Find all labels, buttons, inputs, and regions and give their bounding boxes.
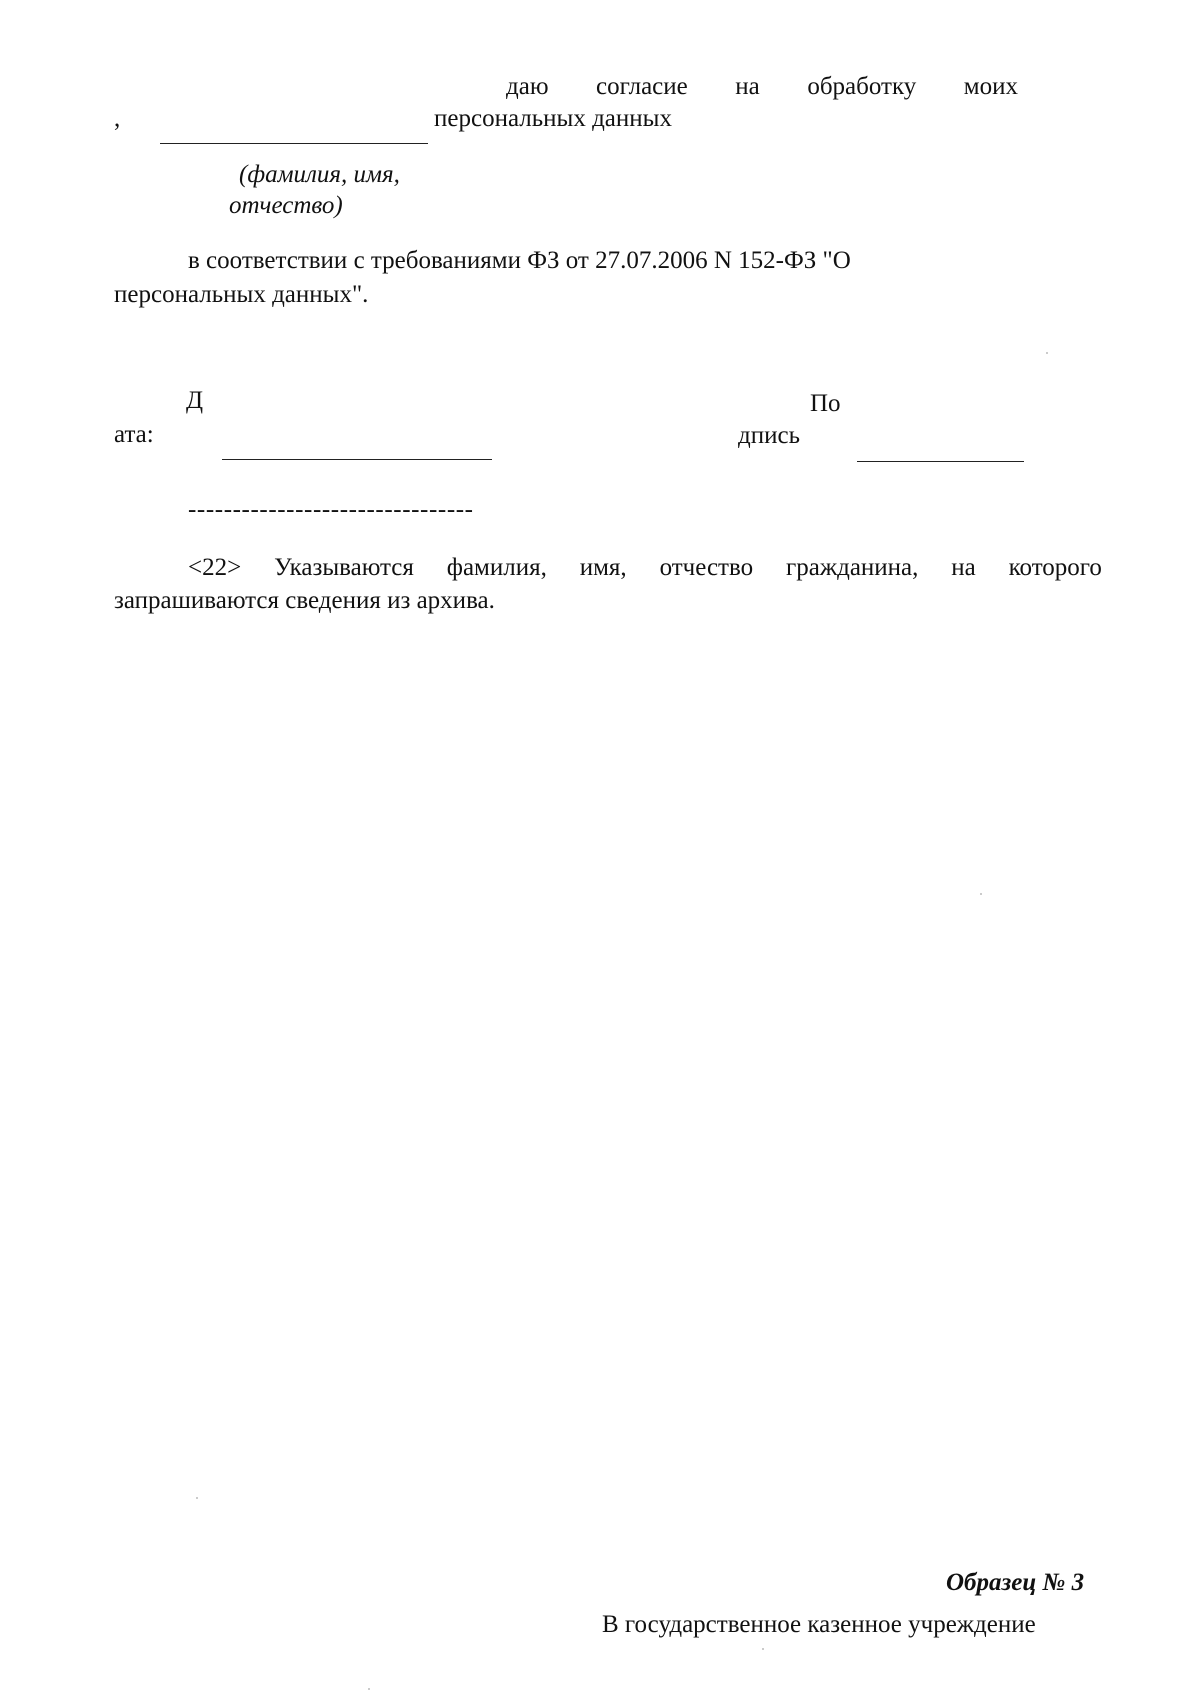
- scan-speck: [1046, 352, 1048, 354]
- footnote-word-6: гражданина,: [785, 554, 919, 581]
- footnote-separator: --------------------------------: [188, 496, 474, 523]
- date-label-part1: Д: [186, 387, 204, 414]
- addressee-line: В государственное казенное учреждение: [602, 1611, 1036, 1638]
- name-caption-line1: (фамилия, имя,: [239, 161, 400, 188]
- scan-speck: [980, 893, 982, 895]
- law-paragraph-line2: персональных данных".: [114, 281, 369, 308]
- consent-word-1: даю: [506, 73, 549, 100]
- footnote-word-4: имя,: [579, 554, 627, 581]
- scan-speck: [762, 1648, 764, 1650]
- signature-blank-line: [857, 461, 1024, 462]
- name-blank-line: [160, 143, 428, 144]
- law-paragraph-line1: в соответствии с требованиями ФЗ от 27.07.2006 N 152-ФЗ "О: [188, 247, 851, 274]
- footnote-word-1: <22>: [188, 554, 242, 581]
- name-caption-line2: отчество): [229, 192, 343, 219]
- signature-label-part1: По: [810, 390, 841, 417]
- consent-word-4: обработку: [807, 73, 917, 100]
- consent-comma: ,: [114, 105, 121, 132]
- date-blank-line: [222, 459, 492, 460]
- consent-words-row: [506, 72, 1018, 102]
- footnote-line1: [188, 553, 1102, 583]
- footnote-line2: запрашиваются сведения из архива.: [114, 587, 495, 614]
- sample-label: Образец № 3: [946, 1569, 1085, 1596]
- footnote-word-5: отчество: [659, 554, 754, 581]
- scan-speck: [196, 1497, 198, 1499]
- consent-word-2: согласие: [596, 73, 688, 100]
- footnote-word-3: фамилия,: [446, 554, 547, 581]
- date-label-part2: ата:: [114, 421, 154, 448]
- scan-speck: [368, 1688, 370, 1690]
- signature-label-part2: дпись: [738, 422, 800, 449]
- footnote-word-2: Указываются: [274, 554, 414, 581]
- footnote-word-8: которого: [1008, 554, 1102, 581]
- footnote-word-7: на: [951, 554, 976, 581]
- consent-continuation: персональных данных: [434, 105, 672, 132]
- consent-word-5: моих: [963, 73, 1018, 100]
- consent-word-3: на: [735, 73, 760, 100]
